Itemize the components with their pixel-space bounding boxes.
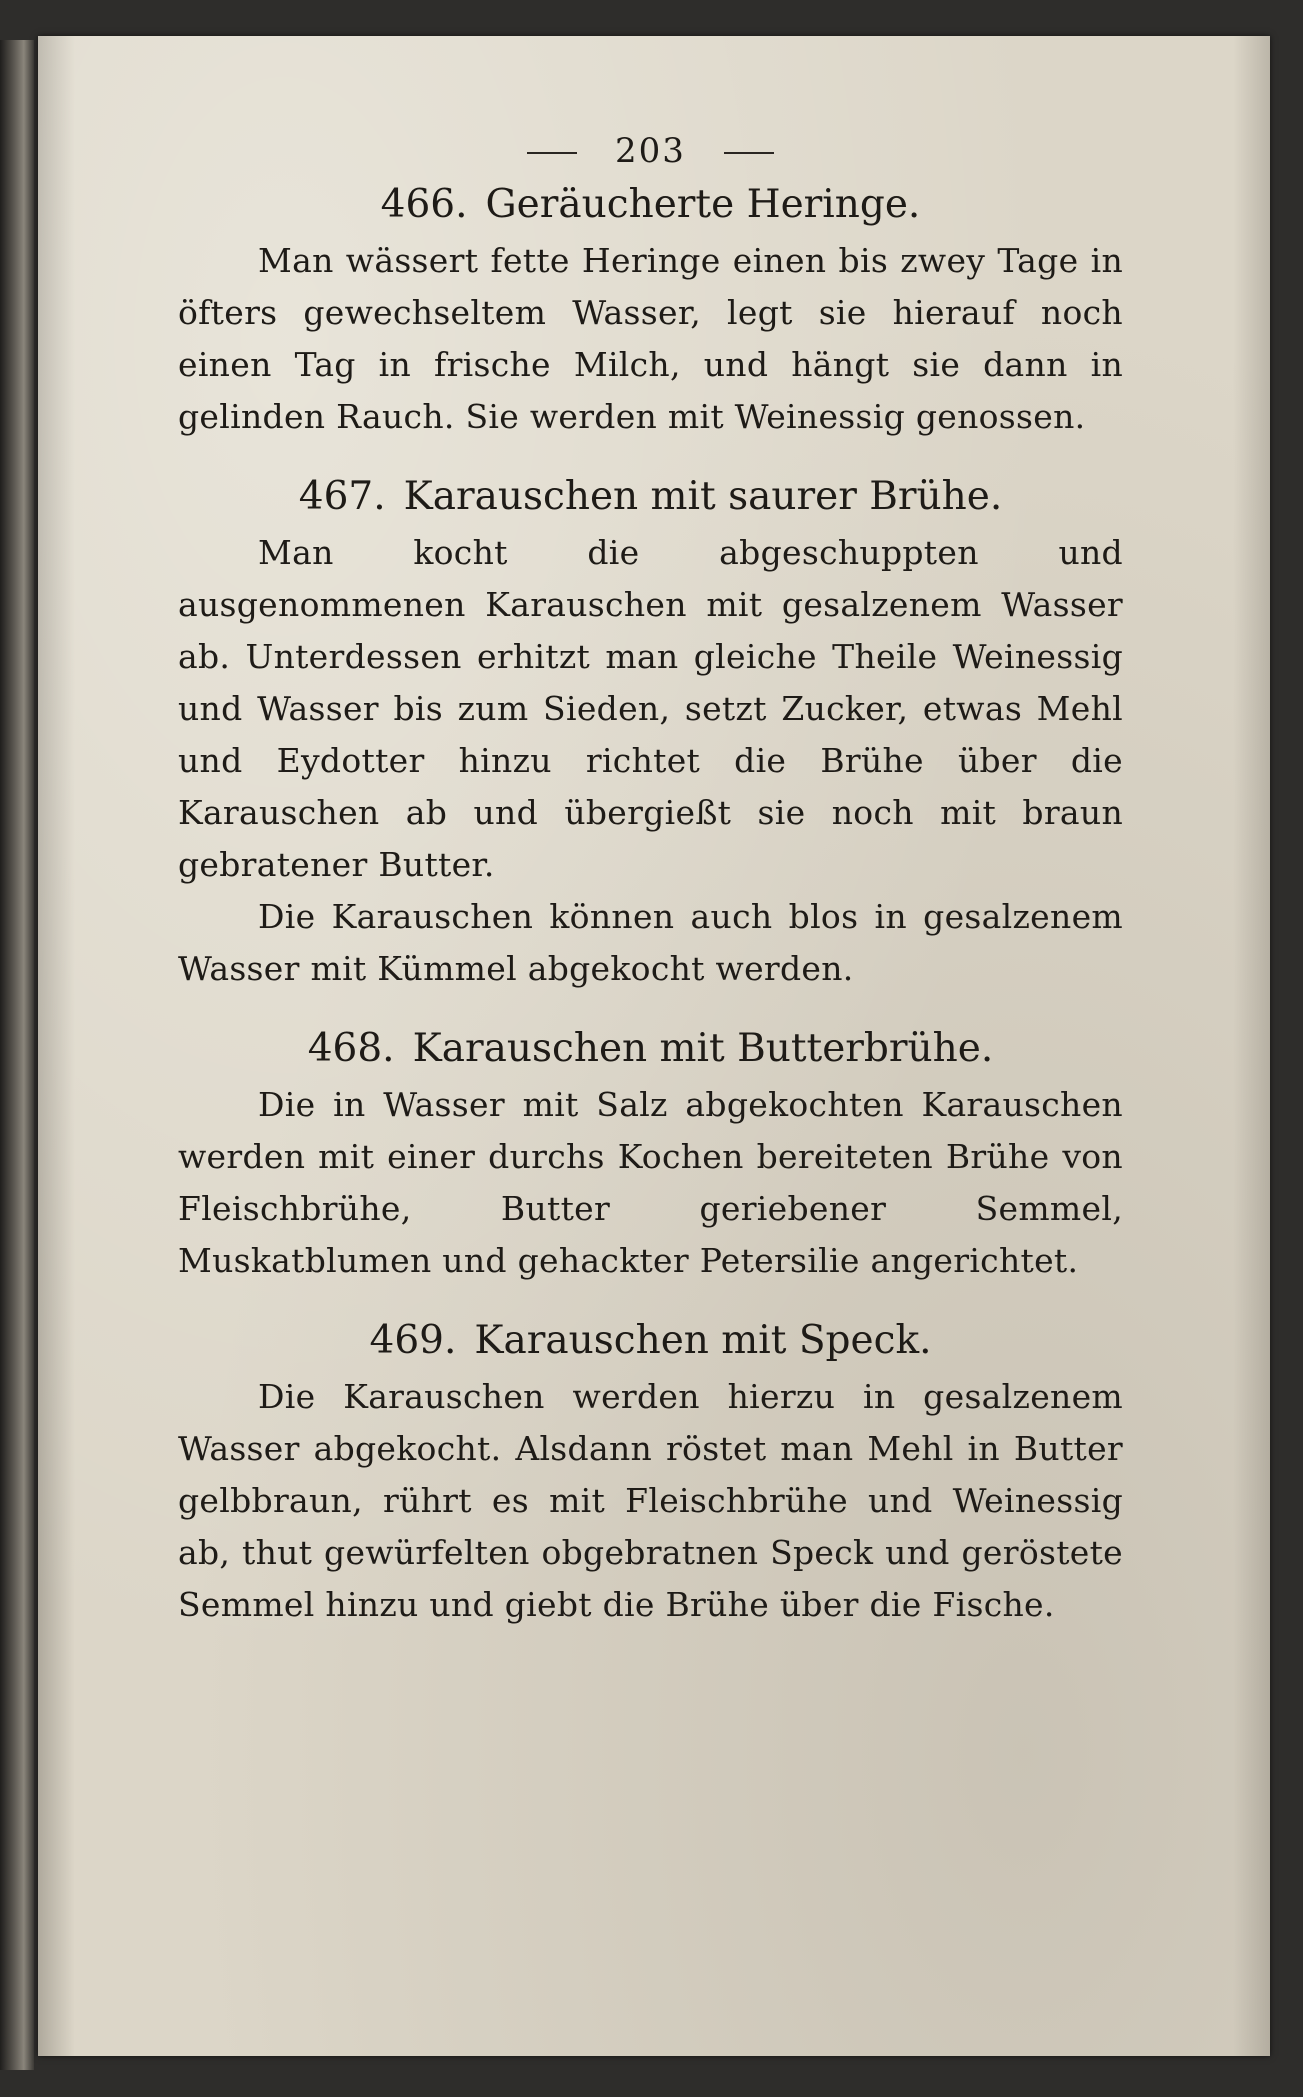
recipe-title: Karauschen mit Butterbrühe. <box>412 1026 994 1071</box>
recipe-466 <box>178 181 1123 443</box>
recipe-468 <box>178 1025 1123 1287</box>
book-spine-edge <box>0 40 34 2070</box>
recipe-467 <box>178 473 1123 995</box>
left-dash <box>527 152 577 154</box>
recipe-number: 468. <box>307 1026 395 1071</box>
book-page <box>38 36 1270 2056</box>
recipe-paragraph: Die Karauschen werden hierzu in gesalzenem Wasser abgekocht. Alsdann röstet man Mehl in Butter gelbbraun, rührt es mit Fleischbrühe und Weinessig ab, thut gewürfelten obgebratnen Speck und geröstete Semmel hinzu und giebt die Brühe über die Fische. <box>178 1377 1123 1624</box>
recipe-469 <box>178 1317 1123 1631</box>
recipe-title: Geräucherte Heringe. <box>485 182 921 227</box>
recipe-heading <box>178 181 1123 229</box>
recipe-number: 467. <box>298 474 386 519</box>
page-text <box>178 131 1123 1661</box>
page-number-line <box>178 131 1123 171</box>
page-number: 203 <box>615 131 686 171</box>
recipe-heading <box>178 1317 1123 1365</box>
recipe-title: Karauschen mit Speck. <box>474 1318 932 1363</box>
recipe-title: Karauschen mit saurer Brühe. <box>403 474 1003 519</box>
recipe-paragraph: Man kocht die abgeschuppten und ausgenommenen Karauschen mit gesalzenem Wasser ab. Unterdessen erhitzt man gleiche Theile Weinessig und Wasser bis zum Sieden, setzt Zucker, etwas Mehl und Eydotter hinzu richtet die Brühe über die Karauschen ab und übergießt sie noch mit braun gebratener Butter. <box>178 533 1123 884</box>
recipe-paragraph: Man wässert fette Heringe einen bis zwey Tage in öfters gewechseltem Wasser, legt sie hierauf noch einen Tag in frische Milch, und hängt sie dann in gelinden Rauch. Sie werden mit Weinessig genossen. <box>178 241 1123 436</box>
recipe-paragraph: Die in Wasser mit Salz abgekochten Karauschen werden mit einer durchs Kochen bereiteten Brühe von Fleischbrühe, Butter geriebener Semmel, Muskatblumen und gehackter Petersilie angerichtet. <box>178 1085 1123 1280</box>
recipe-number: 469. <box>369 1318 457 1363</box>
recipe-heading <box>178 473 1123 521</box>
right-dash <box>724 152 774 154</box>
recipe-number: 466. <box>380 182 468 227</box>
recipe-paragraph: Die Karauschen können auch blos in gesalzenem Wasser mit Kümmel abgekocht werden. <box>178 897 1123 988</box>
recipe-heading <box>178 1025 1123 1073</box>
